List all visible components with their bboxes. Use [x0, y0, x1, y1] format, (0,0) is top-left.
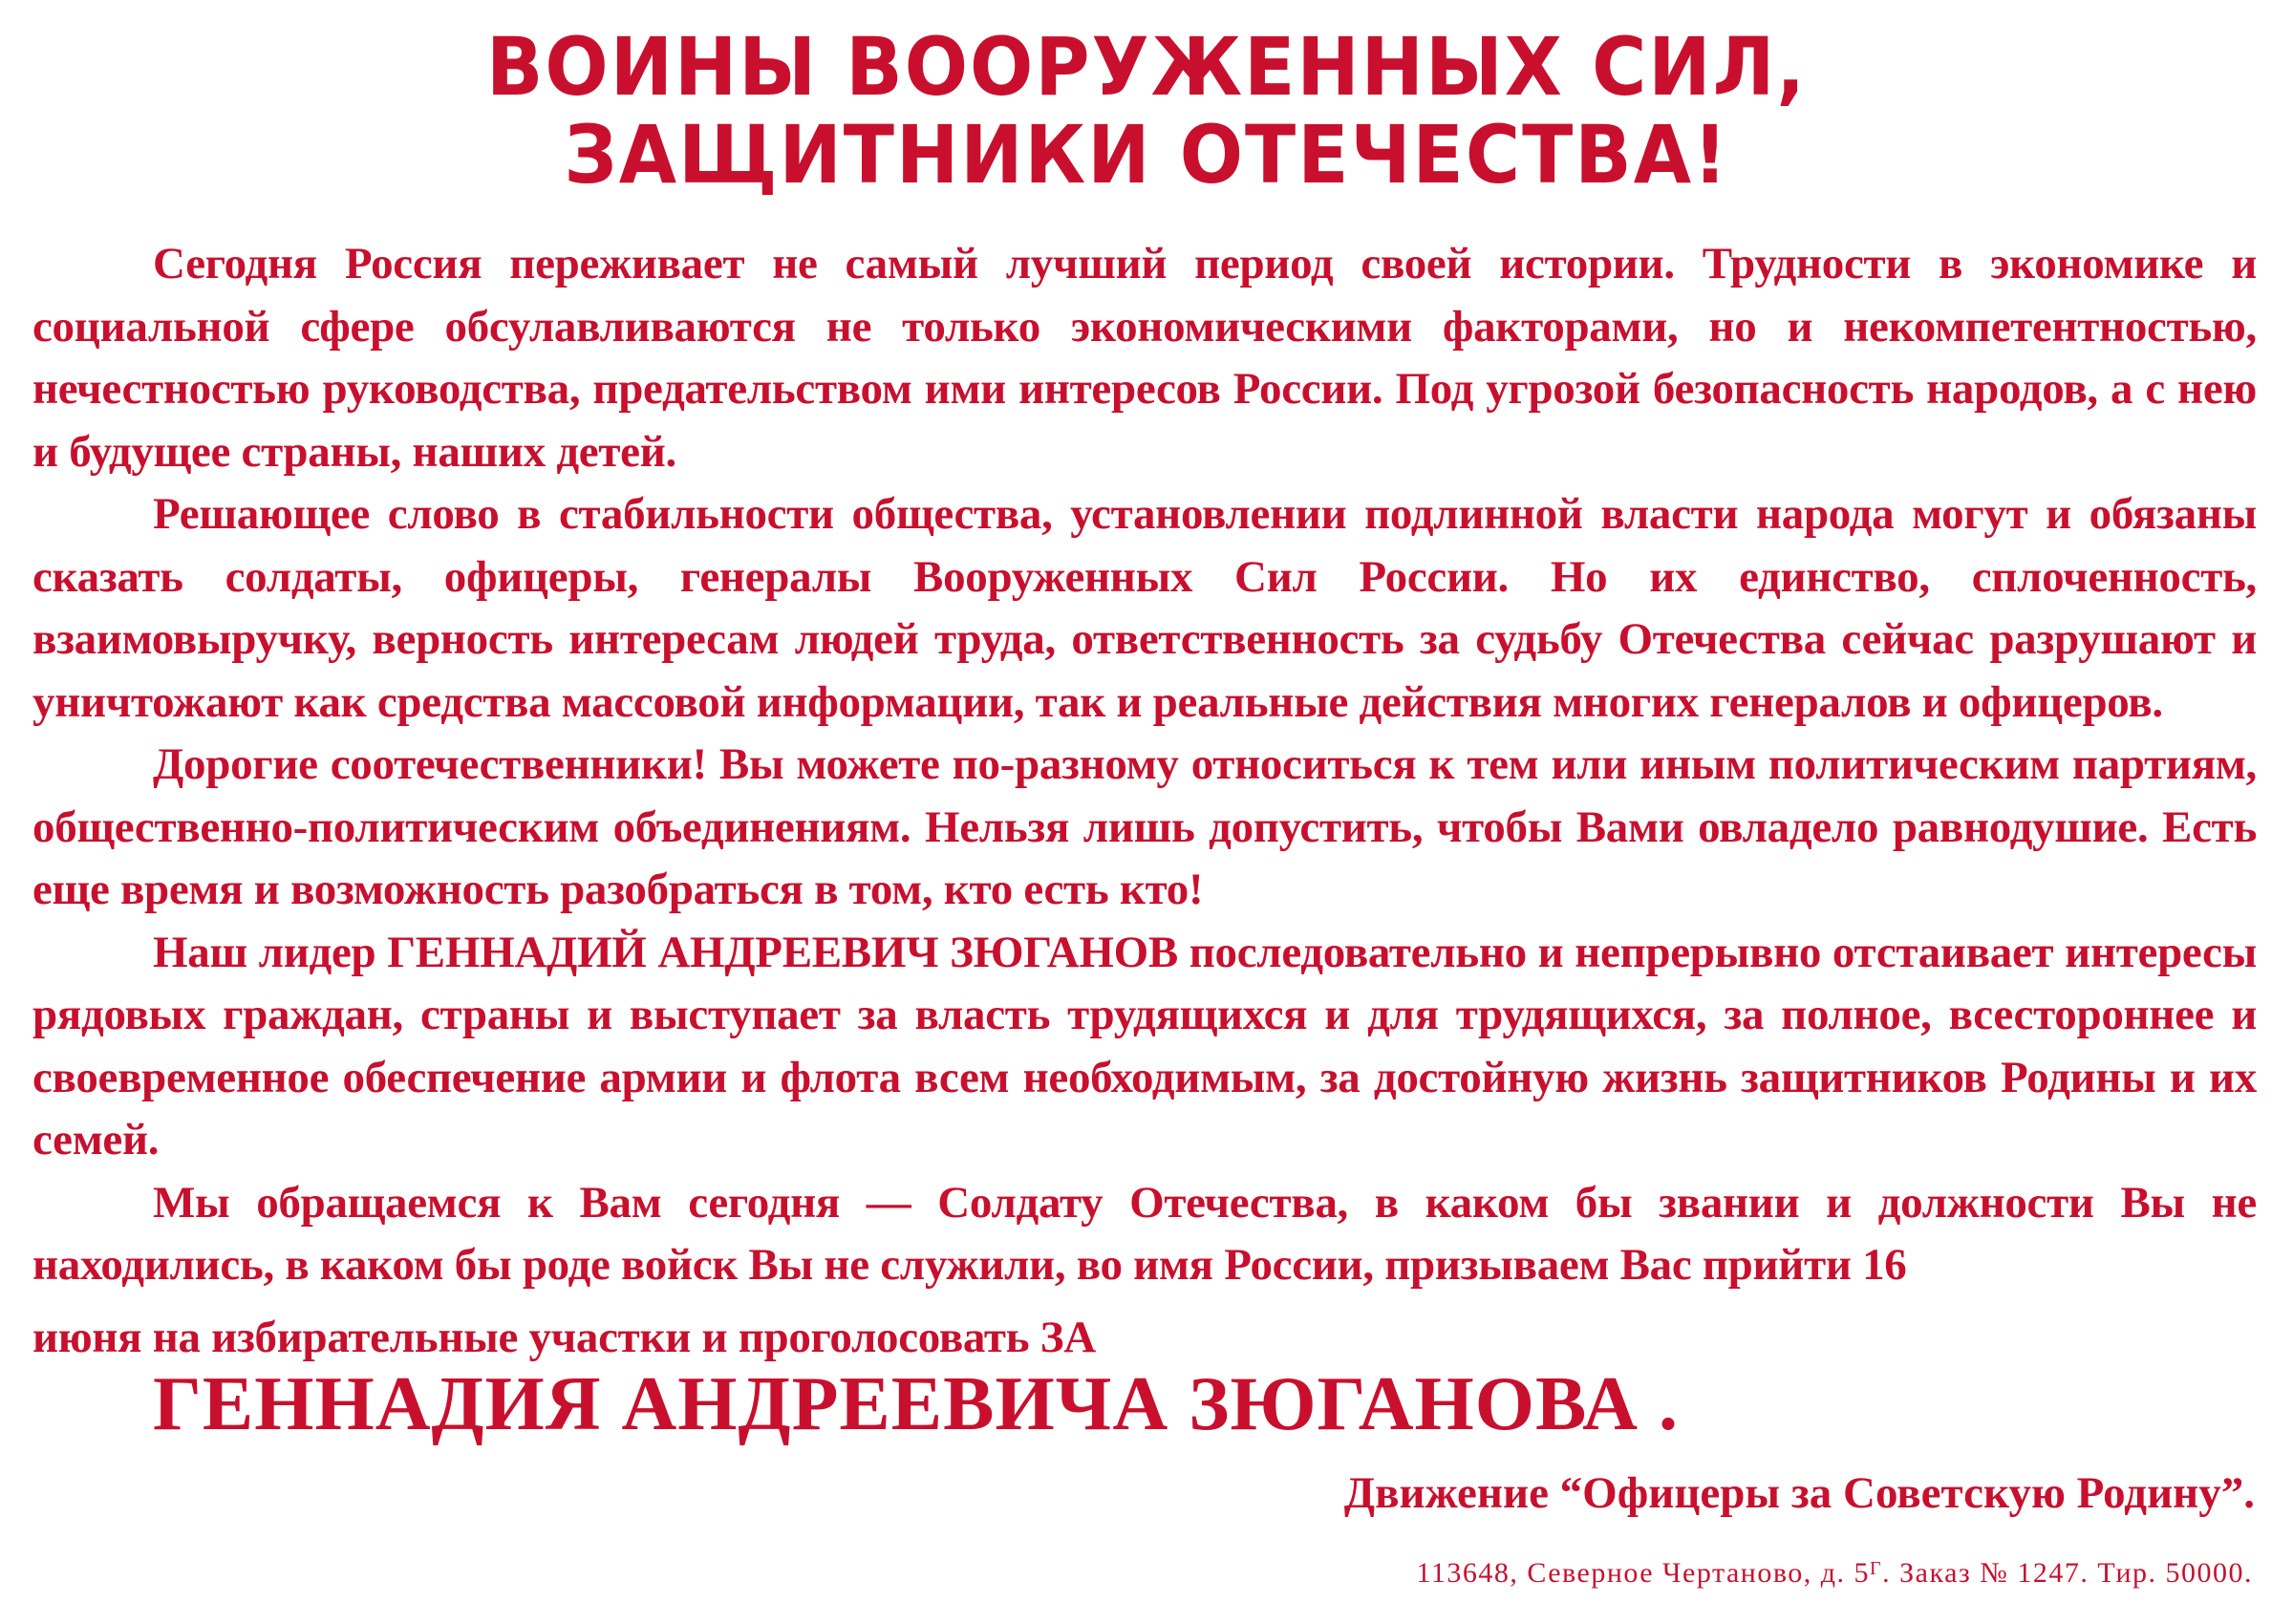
print-imprint	[1416, 1559, 2253, 1588]
paragraph-1: Сегодня Россия переживает не самый лучший период своей истории. Трудности в экономике и социальной сфере обсулавливаются не только экономическими факторами, но и некомпетентностью, нечестностью руководства, предательством ими интересов России. Под угрозой безопасность народов, а с нею и будущее страны, наших детей.	[32, 239, 2257, 477]
imprint-order: . Заказ № 1247. Тир. 50000.	[1882, 1557, 2253, 1589]
appeal-body	[32, 233, 2257, 1369]
paragraph-5: Мы обращаемся к Вам сегодня — Солдату Отечества, в каком бы звании и должности Вы не находились, в каком бы роде войск Вы не служили, во имя России, призываем Вас прийти 16	[32, 1177, 2257, 1290]
movement-signature: Движение “Офицеры за Советскую Родину”.	[1343, 1468, 2255, 1518]
imprint-building-letter: Г	[1870, 1558, 1883, 1579]
headline-line-2: ЗАЩИТНИКИ ОТЕЧЕСТВА!	[564, 109, 1729, 203]
vote-line: июня на избирательные участки и проголосовать ЗА	[32, 1312, 1096, 1362]
candidate-name: ГЕННАДИЯ АНДРЕЕВИЧА ЗЮГАНОВА .	[153, 1362, 1680, 1446]
paragraph-4: Наш лидер ГЕННАДИЙ АНДРЕЕВИЧ ЗЮГАНОВ последовательно и непрерывно отстаивает интересы рядовых граждан, страны и выступает за власть трудящихся и для трудящихся, за полное, всестороннее и своевременное обеспечение армии и флота всем необходимым, за достойную жизнь защитников Родины и их семей.	[32, 927, 2257, 1165]
paragraph-3: Дорогие соотечественники! Вы можете по-разному относиться к тем или иным политическим партиям, общественно-политическим объединениям. Нельзя лишь допустить, чтобы Вами овладело равнодушие. Есть еще время и возможность разобраться в том, кто есть кто!	[32, 739, 2257, 914]
headline-line-1: ВОИНЫ ВООРУЖЕННЫХ СИЛ,	[485, 21, 1808, 115]
paragraph-2: Решающее слово в стабильности общества, установлении подлинной власти народа могут и обязаны сказать солдаты, офицеры, генералы Вооруженных Сил России. Но их единство, сплоченность, взаимовыручку, верность интересам людей труда, ответственность за судьбу Отечества сейчас разрушают и уничтожают как средства массовой информации, так и реальные действия многих генералов и офицеров.	[32, 489, 2257, 727]
imprint-address: 113648, Северное Чертаново, д. 5	[1416, 1557, 1871, 1589]
